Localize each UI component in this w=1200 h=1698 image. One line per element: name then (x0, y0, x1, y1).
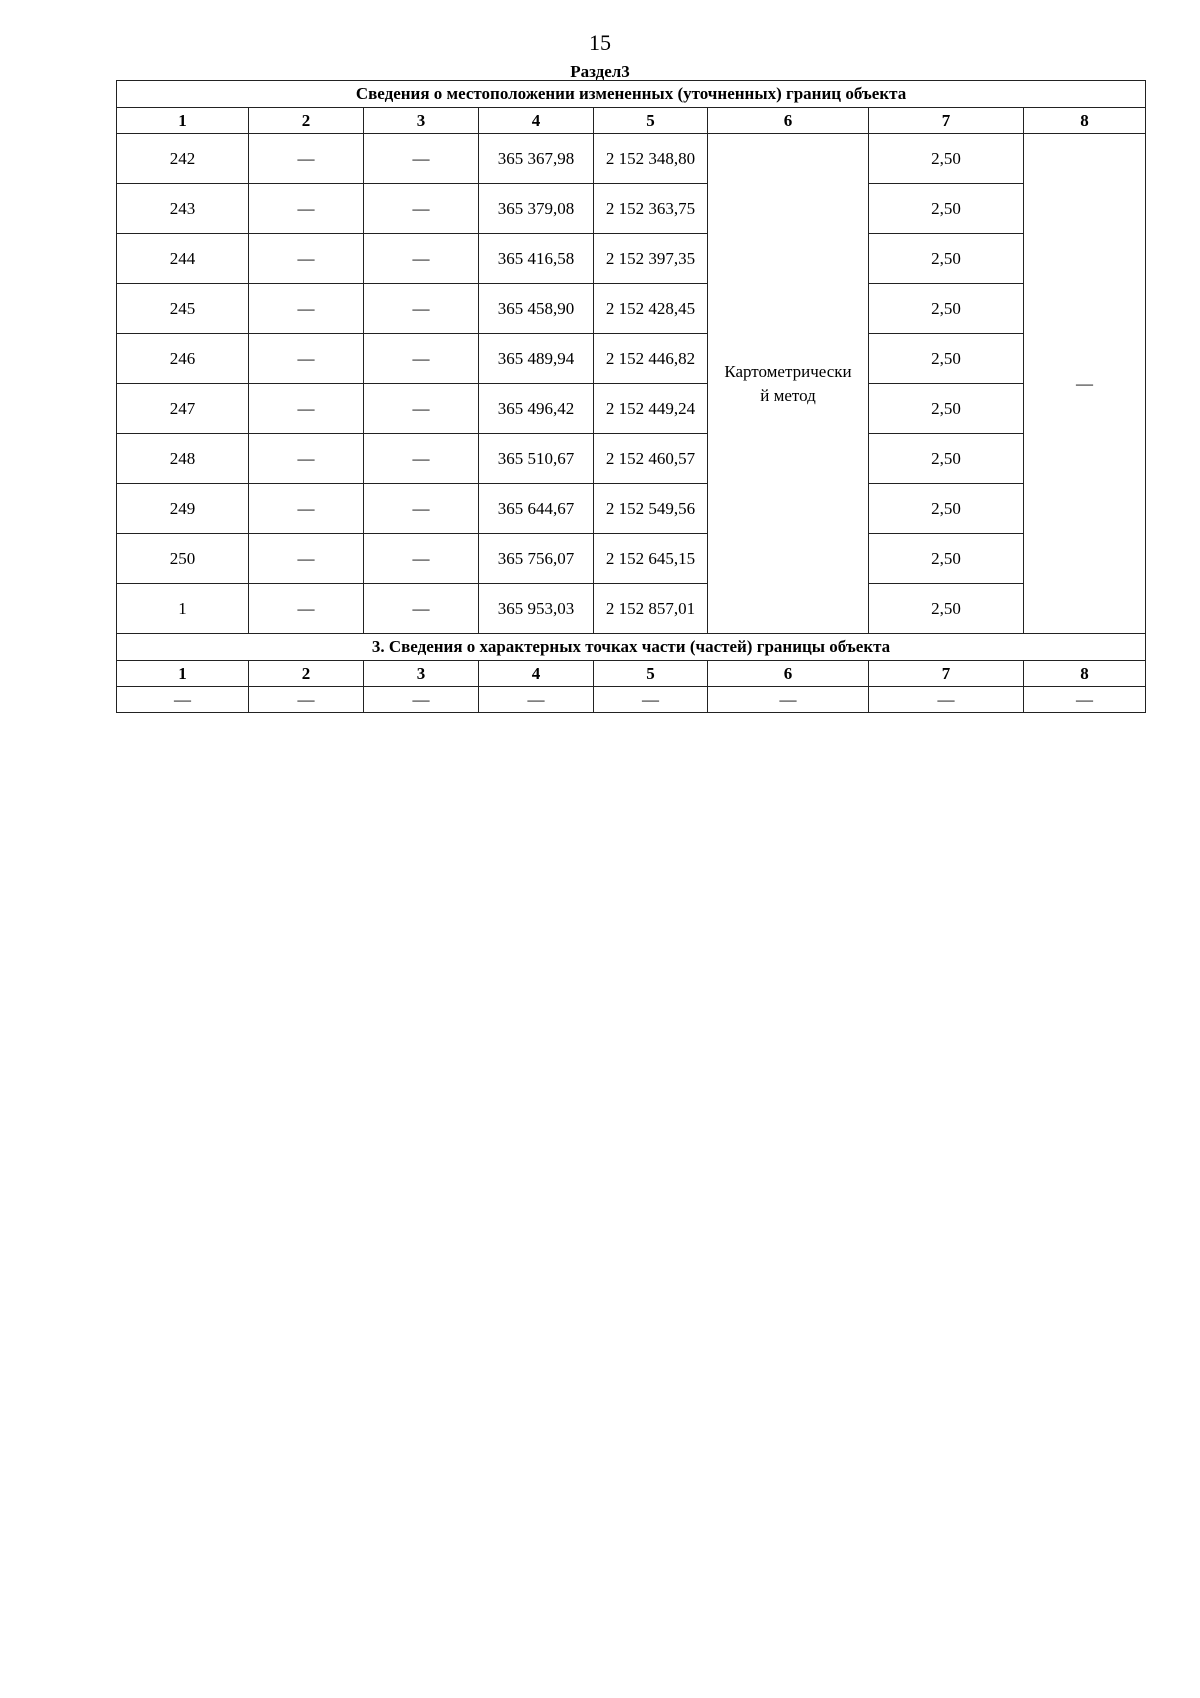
table1-header-cell: 4 (479, 108, 594, 134)
table-cell: — (249, 384, 364, 434)
y-coordinate-cell: 2 152 449,24 (594, 384, 708, 434)
table1-header-cell: 1 (117, 108, 249, 134)
table2-header-cell: 4 (479, 661, 594, 687)
table-cell: — (249, 434, 364, 484)
accuracy-cell: 2,50 (869, 184, 1024, 234)
table-cell: — (364, 234, 479, 284)
table-cell: — (364, 384, 479, 434)
x-coordinate-cell: 365 367,98 (479, 134, 594, 184)
table1-header-cell: 6 (708, 108, 869, 134)
table-cell: — (249, 234, 364, 284)
x-coordinate-cell: 365 489,94 (479, 334, 594, 384)
table-cell: — (249, 334, 364, 384)
y-coordinate-cell: 2 152 348,80 (594, 134, 708, 184)
point-number-cell: 1 (117, 584, 249, 634)
x-coordinate-cell: 365 379,08 (479, 184, 594, 234)
y-coordinate-cell: 2 152 645,15 (594, 534, 708, 584)
table-cell: — (364, 584, 479, 634)
point-number-cell: 247 (117, 384, 249, 434)
y-coordinate-cell: 2 152 397,35 (594, 234, 708, 284)
y-coordinate-cell: 2 152 460,57 (594, 434, 708, 484)
x-coordinate-cell: 365 644,67 (479, 484, 594, 534)
table-row (117, 484, 1146, 534)
table1-header-cell: 5 (594, 108, 708, 134)
accuracy-cell: 2,50 (869, 434, 1024, 484)
table2-header-cell: 2 (249, 661, 364, 687)
x-coordinate-cell: 365 496,42 (479, 384, 594, 434)
accuracy-cell: 2,50 (869, 584, 1024, 634)
table-row (117, 687, 1146, 713)
table-cell: — (249, 687, 364, 713)
table-row (117, 434, 1146, 484)
y-coordinate-cell: 2 152 549,56 (594, 484, 708, 534)
table1-header-row (117, 108, 1146, 134)
table2-header-cell: 6 (708, 661, 869, 687)
table-cell: — (594, 687, 708, 713)
table-row (117, 134, 1146, 184)
point-number-cell: 246 (117, 334, 249, 384)
table-cell: — (249, 284, 364, 334)
accuracy-cell: 2,50 (869, 334, 1024, 384)
column-8-cell: — (1024, 134, 1146, 634)
accuracy-cell: 2,50 (869, 534, 1024, 584)
method-line-1: Картометрически (724, 361, 852, 381)
table2-caption: 3. Сведения о характерных точках части (частей) границы объекта (117, 634, 1146, 661)
point-number-cell: 242 (117, 134, 249, 184)
table-row (117, 334, 1146, 384)
x-coordinate-cell: 365 510,67 (479, 434, 594, 484)
table-row (117, 534, 1146, 584)
table-cell: — (364, 434, 479, 484)
table-cell: — (708, 687, 869, 713)
coordinates-table (116, 80, 1146, 713)
point-number-cell: 243 (117, 184, 249, 234)
table-cell: — (364, 184, 479, 234)
table2-header-cell: 5 (594, 661, 708, 687)
table-row (117, 184, 1146, 234)
table-cell: — (249, 484, 364, 534)
table-cell: — (249, 184, 364, 234)
table-cell: — (364, 484, 479, 534)
table-cell: — (249, 134, 364, 184)
point-number-cell: 245 (117, 284, 249, 334)
accuracy-cell: 2,50 (869, 134, 1024, 184)
table-row (117, 384, 1146, 434)
accuracy-cell: 2,50 (869, 484, 1024, 534)
y-coordinate-cell: 2 152 446,82 (594, 334, 708, 384)
y-coordinate-cell: 2 152 428,45 (594, 284, 708, 334)
table-cell: — (117, 687, 249, 713)
accuracy-cell: 2,50 (869, 384, 1024, 434)
table-cell: — (249, 584, 364, 634)
section-title: Раздел3 (570, 62, 630, 81)
method-line-2: й метод (760, 385, 816, 405)
table-cell: — (364, 134, 479, 184)
table2-header-cell: 7 (869, 661, 1024, 687)
table1-header-cell: 8 (1024, 108, 1146, 134)
table-cell: — (1024, 687, 1146, 713)
table-cell: — (364, 334, 479, 384)
table2-header-cell: 3 (364, 661, 479, 687)
table1-caption: Сведения о местоположении измененных (уточненных) границ объекта (117, 81, 1146, 108)
point-number-cell: 249 (117, 484, 249, 534)
table-cell: — (869, 687, 1024, 713)
table1-header-cell: 7 (869, 108, 1024, 134)
table-cell: — (364, 687, 479, 713)
table-cell: — (364, 284, 479, 334)
y-coordinate-cell: 2 152 363,75 (594, 184, 708, 234)
table2-header-row (117, 661, 1146, 687)
accuracy-cell: 2,50 (869, 284, 1024, 334)
point-number-cell: 250 (117, 534, 249, 584)
table-cell: — (249, 534, 364, 584)
table2-header-cell: 8 (1024, 661, 1146, 687)
x-coordinate-cell: 365 416,58 (479, 234, 594, 284)
table1-header-cell: 2 (249, 108, 364, 134)
table-cell: — (479, 687, 594, 713)
table-cell: — (364, 534, 479, 584)
x-coordinate-cell: 365 458,90 (479, 284, 594, 334)
table-row (117, 584, 1146, 634)
method-cell (708, 134, 869, 634)
x-coordinate-cell: 365 953,03 (479, 584, 594, 634)
accuracy-cell: 2,50 (869, 234, 1024, 284)
table-row (117, 234, 1146, 284)
table-row (117, 284, 1146, 334)
point-number-cell: 248 (117, 434, 249, 484)
table2-header-cell: 1 (117, 661, 249, 687)
point-number-cell: 244 (117, 234, 249, 284)
y-coordinate-cell: 2 152 857,01 (594, 584, 708, 634)
page-number: 15 (589, 30, 611, 55)
x-coordinate-cell: 365 756,07 (479, 534, 594, 584)
table1-header-cell: 3 (364, 108, 479, 134)
